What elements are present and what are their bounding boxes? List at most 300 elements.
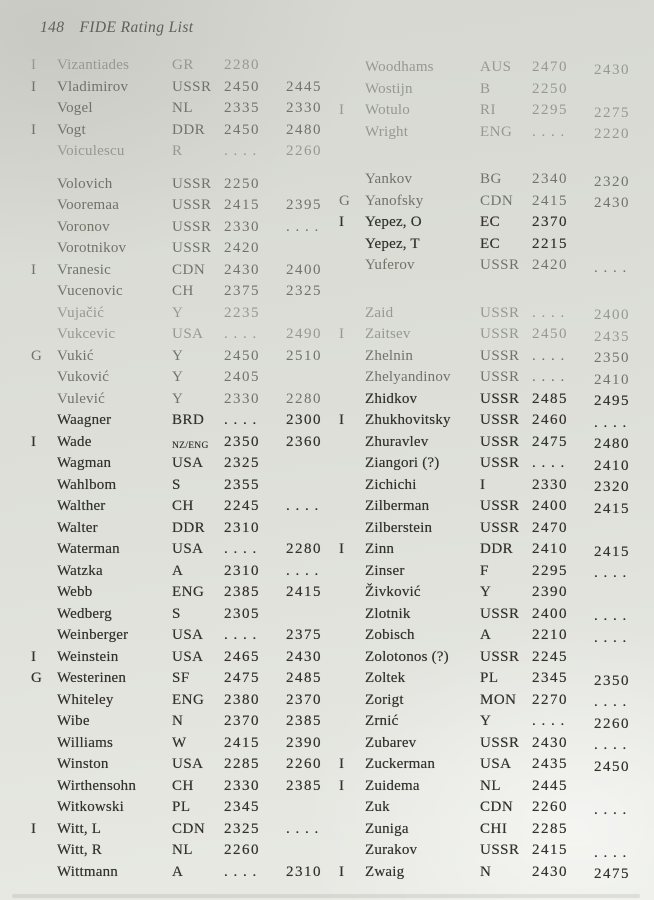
federation-code: F [480,562,489,579]
player-name: Zolotonos (?) [365,648,449,665]
rating-current: . . . . [532,369,566,385]
title-badge: I [31,121,36,138]
federation-code: A [172,863,184,880]
rating-current: 2330 [224,218,260,235]
player-name: Wahlbom [57,476,117,493]
player-name: Waagner [57,412,112,428]
rating-row [30,174,346,196]
rating-previous: 2415 [594,543,630,560]
rating-current: 2250 [532,80,568,97]
federation-code: ENG [480,123,513,140]
rating-current: 2470 [532,59,568,75]
rating-row [30,862,346,884]
federation-code: USSR [172,197,212,213]
rating-previous: 2320 [594,173,630,190]
rating-previous: 2280 [286,541,322,557]
rating-row [30,733,346,755]
rating-row [338,303,654,325]
rating-current: 2450 [532,326,568,342]
rating-row [30,141,346,163]
federation-code: USA [172,326,204,342]
federation-code: USSR [480,842,520,858]
federation-code: N [480,863,492,880]
player-name: Vujačić [57,304,105,321]
rating-row [338,255,654,277]
rating-previous: 2370 [286,691,322,708]
rating-row [338,711,654,733]
rating-column-left [30,55,346,883]
rating-row [30,539,346,561]
page-header [40,19,194,37]
player-name: Yankov [365,171,413,187]
rating-current: . . . . [532,455,566,471]
player-name: Zuk [365,799,390,815]
rating-row [338,582,654,604]
player-name: Wright [365,123,409,140]
federation-code: N [172,713,184,729]
rating-current: 2430 [532,734,568,751]
rating-row [30,776,346,798]
federation-code: USSR [480,369,520,385]
rating-previous: 2430 [286,648,322,665]
rating-previous: 2410 [594,371,630,388]
rating-row [30,819,346,841]
player-name: Yanofsky [365,192,424,209]
federation-code: SF [172,670,190,686]
federation-code: USSR [480,734,520,751]
player-name: Volovich [57,175,113,192]
rating-current: 2345 [224,799,260,815]
rating-row [338,191,654,213]
rating-current: . . . . [224,541,258,557]
federation-code: USSR [480,412,520,428]
rating-current: 2260 [224,842,260,858]
federation-code: USSR [480,648,520,665]
rating-previous: . . . . [286,218,320,235]
federation-code: MON [480,691,517,708]
player-name: Watzka [57,562,103,579]
rating-previous: 2260 [286,143,322,159]
player-name: Wibe [57,713,90,729]
player-name: Zhelyandinov [365,369,451,385]
federation-code: USSR [480,498,520,514]
player-name: Vukcevic [57,326,116,342]
rating-previous: 2330 [286,100,322,116]
rating-current: 2465 [224,648,260,665]
federation-code: USSR [480,455,520,471]
player-name: Voronov [57,218,110,235]
title-badge: I [31,261,36,278]
rating-current: 2405 [224,369,260,385]
rating-previous: 2480 [594,436,630,452]
federation-code: USSR [480,326,520,342]
player-name: Yepez, O [365,214,422,230]
rating-current: . . . . [224,863,258,880]
player-name: Vogt [57,121,86,138]
rating-previous: . . . . [594,629,628,646]
player-name: Ziangori (?) [365,455,440,471]
federation-code: CDN [480,799,514,815]
rating-current: 2430 [224,261,260,278]
rating-previous: 2260 [286,756,322,772]
page-title: FIDE Rating List [79,19,194,36]
rating-current: 2210 [532,627,568,643]
rating-previous: 2450 [594,758,630,775]
rating-row [30,98,346,120]
rating-row [30,453,346,475]
rating-current: 2340 [532,171,568,187]
federation-code: Y [480,584,492,600]
federation-code: USSR [480,433,520,450]
rating-row [30,840,346,862]
player-name: Wirthensohn [57,777,137,794]
federation-code: DDR [172,121,206,138]
player-name: Vooremaa [57,197,120,213]
rating-previous: 2260 [594,715,630,732]
rating-current: 2470 [532,519,568,536]
title-badge: I [339,326,344,342]
rating-row [30,120,346,142]
rating-row [338,754,654,776]
rating-row [30,797,346,819]
rating-previous: . . . . [594,259,628,276]
rating-row [30,195,346,217]
player-name: Williams [57,734,113,751]
rating-row [30,281,346,303]
federation-code: USA [480,756,512,772]
player-name: Weinstein [57,648,119,665]
player-name: Zilberstein [365,519,433,536]
rating-row [30,238,346,260]
rating-row [338,475,654,497]
rating-row [338,840,654,862]
rating-current: 2295 [532,562,568,579]
rating-current: 2295 [532,102,568,118]
title-badge: I [339,756,344,772]
rating-previous: 2320 [594,479,630,495]
rating-previous: 2410 [594,457,630,474]
federation-code: NL [172,100,193,116]
rating-row [338,57,654,79]
player-name: Walther [57,498,106,514]
rating-row [338,100,654,122]
title-badge: I [31,648,36,665]
rating-row [338,79,654,101]
rating-current: 2420 [532,257,568,273]
federation-code: PL [172,799,191,815]
federation-code: B [480,80,491,97]
rating-current: . . . . [532,713,566,729]
title-badge: I [339,777,344,794]
rating-row [338,410,654,432]
player-name: Whiteley [57,691,114,708]
title-badge: G [31,347,42,364]
player-name: Wittmann [57,863,118,880]
federation-code: NZ/ENG [172,440,209,451]
federation-code: CH [172,283,194,299]
rating-current: 2390 [532,584,568,600]
player-name: Zoltek [365,670,406,686]
rating-row [30,77,346,99]
player-name: Vogel [57,100,93,116]
rating-current: 2415 [224,197,260,213]
player-name: Westerinen [57,670,127,686]
federation-code: USSR [480,304,520,321]
rating-row [30,604,346,626]
rating-current: . . . . [532,123,566,140]
federation-code: DDR [480,541,514,557]
rating-row [338,647,654,669]
rating-current: . . . . [532,304,566,321]
federation-code: USA [172,541,204,557]
rating-row [30,346,346,368]
rating-previous: 2385 [286,713,322,729]
federation-code: Y [172,369,184,385]
rating-current: 2420 [224,240,260,256]
player-name: Zaid [365,304,394,321]
federation-code: BG [480,171,502,187]
rating-row [30,582,346,604]
federation-code: Y [172,390,184,407]
player-name: Witt, R [57,842,102,858]
rating-current: . . . . [224,412,258,428]
federation-code: CDN [172,261,206,278]
player-name: Weinberger [57,627,129,643]
rating-row [30,518,346,540]
rating-current: 2285 [532,820,568,837]
player-name: Vizantiades [57,57,130,73]
federation-code: EC [480,235,501,252]
player-name: Vorotnikov [57,240,127,256]
rating-row [30,410,346,432]
player-name: Waterman [57,541,120,557]
player-name: Zurakov [365,842,418,858]
rating-current: 2430 [532,863,568,880]
title-badge: G [339,192,350,209]
title-badge: G [31,670,42,686]
player-name: Wostijn [365,80,413,97]
federation-code: USSR [480,519,520,536]
rating-current: 2330 [532,476,568,493]
rating-current: 2245 [532,648,568,665]
rating-current: 2410 [532,541,568,557]
rating-row [338,733,654,755]
title-badge: I [31,78,36,95]
player-name: Woodhams [365,59,434,75]
rating-current: 2215 [532,235,568,252]
player-name: Zilberman [365,498,430,514]
rating-current: 2245 [224,498,260,514]
federation-code: USSR [172,78,212,95]
rating-row [338,625,654,647]
rating-row [338,496,654,518]
player-name: Zhukhovitsky [365,412,451,428]
rating-previous: 2220 [594,126,630,142]
rating-current: 2310 [224,519,260,536]
rating-current: 2350 [224,433,260,450]
rating-current: . . . . [224,143,258,159]
federation-code: USSR [480,390,520,407]
rating-row [338,690,654,712]
player-name: Wedberg [57,605,112,622]
rating-previous: 2480 [286,121,322,138]
rating-current: 2475 [224,670,260,686]
rating-row [338,604,654,626]
rating-current: 2235 [224,304,260,321]
title-badge: I [339,412,344,428]
rating-current: 2385 [224,584,260,600]
rating-previous: . . . . [286,820,320,837]
rating-current: 2400 [532,605,568,622]
rating-current: 2450 [224,347,260,364]
player-name: Vladimirov [57,78,129,95]
rating-row [338,122,654,144]
player-name: Zlotnik [365,605,411,622]
rating-previous: 2310 [286,863,322,880]
rating-row [338,776,654,798]
player-name: Wade [57,433,92,450]
rating-row [338,324,654,346]
rating-row [338,169,654,191]
title-badge: I [339,541,344,557]
rating-row [338,367,654,389]
title-badge: I [339,863,344,880]
federation-code: USSR [172,218,212,235]
player-name: Zhelnin [365,347,414,364]
rating-current: 2415 [224,734,260,751]
rating-row [30,668,346,690]
federation-code: CDN [172,820,206,837]
rating-row [30,432,346,454]
federation-code: A [480,627,492,643]
federation-code: Y [172,304,184,321]
page-number: 148 [40,19,65,36]
title-badge: I [31,57,36,73]
player-name: Zorigt [365,691,404,708]
rating-current: 2260 [532,799,568,815]
rating-current: 2415 [532,842,568,858]
player-name: Winston [57,756,109,772]
federation-code: USSR [480,257,520,273]
rating-row [30,475,346,497]
player-name: Vulević [57,390,105,407]
rating-current: 2450 [224,121,260,138]
rating-current: 2285 [224,756,260,772]
rating-previous: 2475 [594,866,630,882]
rating-current: 2305 [224,605,260,622]
rating-previous: 2415 [286,584,322,600]
player-name: Zichichi [365,476,417,493]
federation-code: A [172,562,184,579]
federation-code: BRD [172,412,205,428]
player-name: Zhuravlev [365,433,429,450]
rating-current: 2330 [224,777,260,794]
rating-row [30,496,346,518]
federation-code: ENG [172,691,205,708]
rating-previous: 2445 [286,78,322,95]
rating-current: . . . . [224,627,258,643]
federation-code: PL [480,670,499,686]
federation-code: USSR [480,605,520,622]
rating-row [30,55,346,77]
player-name: Zaitsev [365,326,411,342]
federation-code: CHI [480,820,508,837]
player-name: Yuferov [365,257,415,273]
rating-previous: 2350 [594,672,630,689]
rating-current: 2375 [224,283,260,299]
rating-row [338,234,654,256]
rating-current: . . . . [224,326,258,342]
rating-previous: 2495 [594,393,630,409]
rating-current: 2370 [224,713,260,729]
rating-row [30,647,346,669]
federation-code: S [172,605,181,622]
rating-previous: 2395 [286,197,322,213]
player-name: Walter [57,519,98,536]
federation-code: Y [480,713,492,729]
rating-previous: 2490 [286,326,322,342]
federation-code: USA [172,627,204,643]
player-name: Zwaig [365,863,405,880]
player-name: Wagman [57,455,112,471]
federation-code: CDN [480,192,514,209]
rating-current: 2250 [224,175,260,192]
title-badge: I [31,433,36,450]
rating-previous: 2400 [594,307,630,323]
player-name: Vuković [57,369,110,385]
player-name: Zuckerman [365,756,436,772]
rating-row [30,711,346,733]
federation-code: USA [172,756,204,772]
rating-previous: 2510 [286,347,322,364]
rating-row [30,324,346,346]
player-name: Zuidema [365,777,420,794]
rating-previous: . . . . [594,608,628,624]
rating-current: 2280 [224,57,260,73]
rating-previous: 2430 [594,195,630,211]
rating-row [338,797,654,819]
rating-row [30,625,346,647]
rating-row [338,819,654,841]
rating-current: 2485 [532,390,568,407]
player-name: Živković [365,584,421,600]
player-name: Vukić [57,347,94,364]
federation-code: Y [172,347,184,364]
rating-current: . . . . [532,347,566,364]
federation-code: R [172,143,183,159]
player-name: Zubarev [365,734,417,751]
player-name: Vranesic [57,261,112,278]
title-badge: I [31,820,36,837]
federation-code: CH [172,777,194,794]
player-name: Zhidkov [365,390,418,407]
rating-row [30,561,346,583]
federation-code: GR [172,57,194,73]
rating-previous: 2300 [286,412,322,428]
federation-code: NL [480,777,501,794]
rating-row [338,453,654,475]
rating-previous: 2350 [594,350,630,366]
federation-code: RI [480,102,496,118]
federation-code: CH [172,498,194,514]
rating-previous: . . . . [594,844,628,861]
federation-code: ENG [172,584,205,600]
rating-row [338,668,654,690]
rating-previous: 2360 [286,433,322,450]
rating-previous: 2280 [286,390,322,407]
rating-previous: . . . . [286,498,320,514]
rating-previous: 2400 [286,261,322,278]
